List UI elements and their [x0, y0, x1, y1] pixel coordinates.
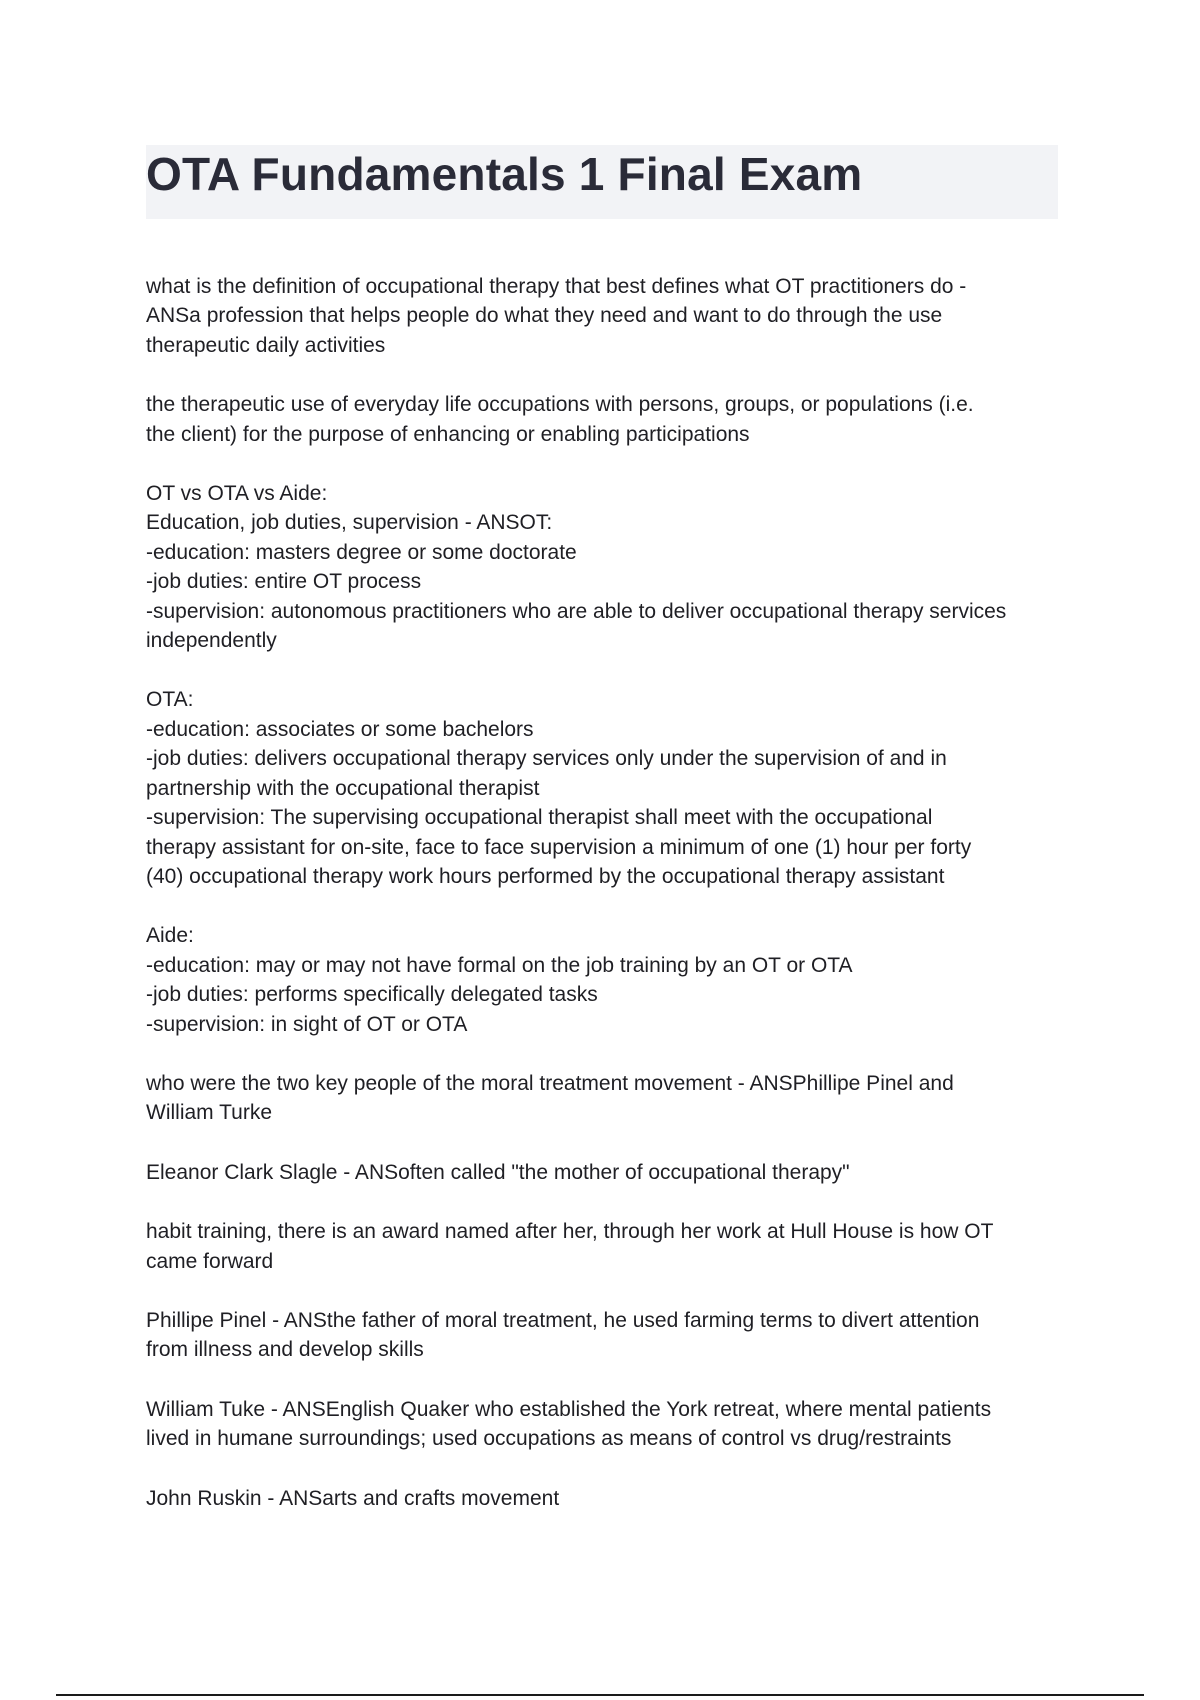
- text-line: Eleanor Clark Slagle - ANSoften called "the mother of occupational therapy": [146, 1160, 850, 1184]
- qa-paragraph: [146, 1306, 1066, 1365]
- text-line: partnership with the occupational therapist: [146, 776, 540, 800]
- text-line: -job duties: entire OT process: [146, 570, 422, 594]
- text-line: -job duties: delivers occupational therapy services only under the supervision of and in: [146, 747, 947, 771]
- document-body: [146, 272, 1066, 1543]
- text-line: -education: masters degree or some doctorate: [146, 540, 577, 564]
- text-line: -supervision: autonomous practitioners who are able to deliver occupational therapy services: [146, 599, 1007, 623]
- text-line: (40) occupational therapy work hours performed by the occupational therapy assistant: [146, 864, 945, 888]
- text-line: Education, job duties, supervision - ANSOT:: [146, 511, 553, 535]
- text-line: the therapeutic use of everyday life occupations with persons, groups, or populations (i.e.: [146, 393, 974, 417]
- text-line: therapy assistant for on-site, face to face supervision a minimum of one (1) hour per forty: [146, 835, 972, 859]
- text-line: ANSa profession that helps people do what they need and want to do through the use: [146, 304, 943, 328]
- qa-paragraph: [146, 479, 1066, 655]
- text-line: -job duties: performs specifically delegated tasks: [146, 983, 598, 1007]
- text-line: who were the two key people of the moral treatment movement - ANSPhillipe Pinel and: [146, 1071, 954, 1095]
- qa-paragraph: [146, 685, 1066, 891]
- text-line: John Ruskin - ANSarts and crafts movement: [146, 1486, 560, 1510]
- text-line: from illness and develop skills: [146, 1338, 424, 1362]
- text-line: Phillipe Pinel - ANSthe father of moral treatment, he used farming terms to divert attention: [146, 1308, 980, 1332]
- qa-paragraph: [146, 390, 1066, 449]
- text-line: -education: associates or some bachelors: [146, 717, 534, 741]
- text-line: independently: [146, 629, 277, 653]
- text-line: -supervision: in sight of OT or OTA: [146, 1012, 468, 1036]
- text-line: OT vs OTA vs Aide:: [146, 482, 328, 506]
- text-line: -supervision: The supervising occupational therapist shall meet with the occupational: [146, 806, 933, 830]
- text-line: came forward: [146, 1249, 274, 1273]
- text-line: the client) for the purpose of enhancing or enabling participations: [146, 422, 750, 446]
- footer-rule: [56, 1694, 1144, 1696]
- qa-paragraph: [146, 272, 1066, 360]
- qa-paragraph: [146, 1217, 1066, 1276]
- qa-paragraph: [146, 1484, 1066, 1513]
- text-line: OTA:: [146, 688, 194, 712]
- text-line: William Turke: [146, 1101, 273, 1125]
- text-line: William Tuke - ANSEnglish Quaker who established the York retreat, where mental patients: [146, 1397, 992, 1421]
- qa-paragraph: [146, 1395, 1066, 1454]
- qa-paragraph: [146, 1069, 1066, 1128]
- text-line: -education: may or may not have formal on the job training by an OT or OTA: [146, 953, 853, 977]
- qa-paragraph: [146, 921, 1066, 1039]
- text-line: lived in humane surroundings; used occupations as means of control vs drug/restraints: [146, 1427, 952, 1451]
- text-line: Aide:: [146, 924, 194, 948]
- text-line: what is the definition of occupational therapy that best defines what OT practitioners do -: [146, 275, 967, 298]
- text-line: habit training, there is an award named after her, through her work at Hull House is how OT: [146, 1220, 994, 1244]
- text-line: therapeutic daily activities: [146, 333, 386, 357]
- qa-paragraph: [146, 1158, 1066, 1187]
- document-title: OTA Fundamentals 1 Final Exam: [146, 148, 863, 200]
